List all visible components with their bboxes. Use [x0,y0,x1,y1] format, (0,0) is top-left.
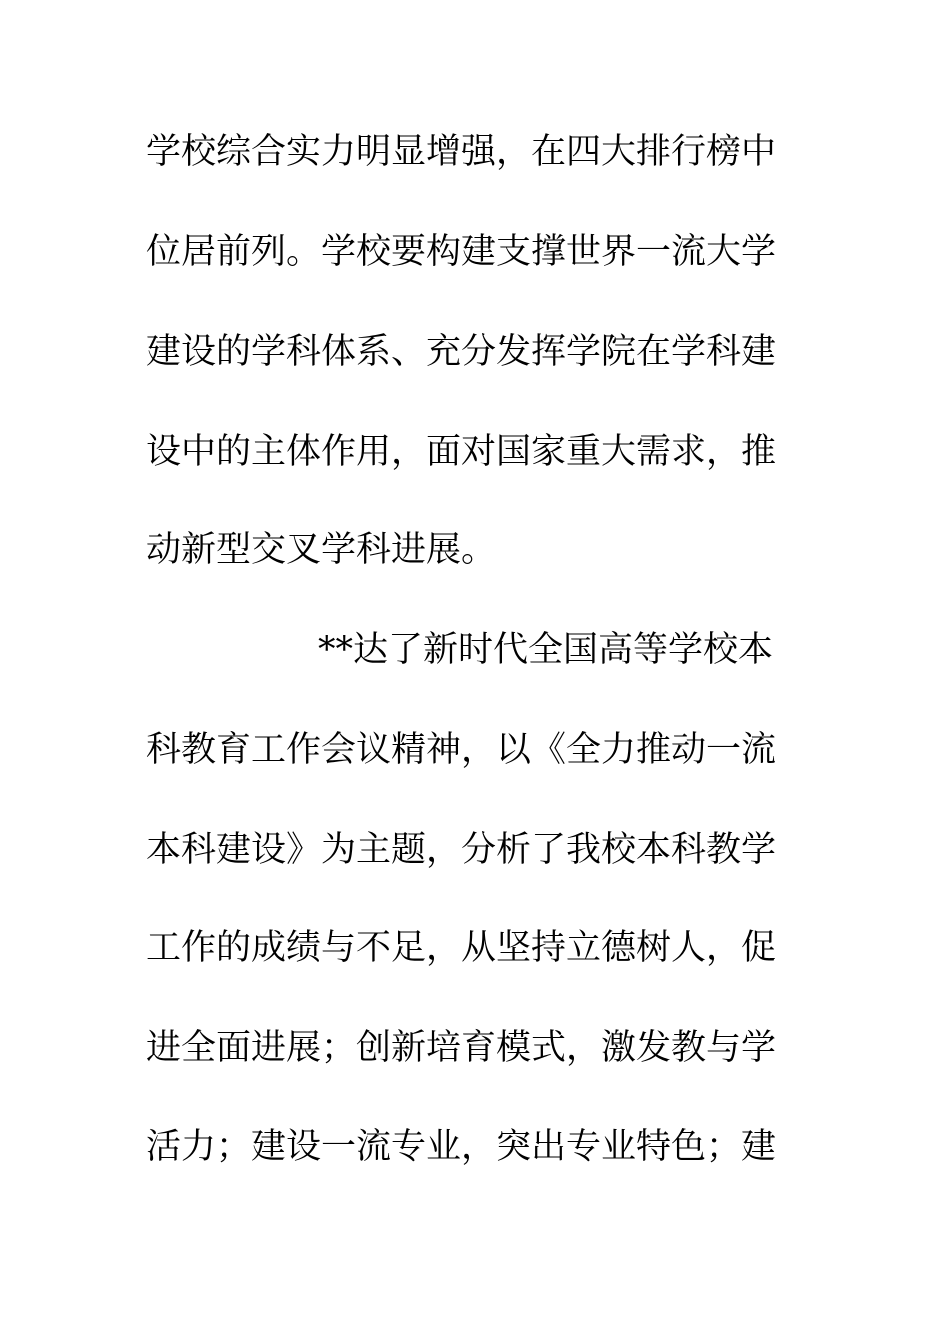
text-line: 设中的主体作用，面对国家重大需求，推 [146,432,777,472]
text-line: 进全面进展；创新培育模式，激发教与学 [146,1028,777,1068]
text-line: 学校综合实力明显增强，在四大排行榜中 [146,132,777,172]
text-line: 建设的学科体系、充分发挥学院在学科建 [146,332,777,372]
paragraph-start-line: **达了新时代全国高等学校本 [318,630,774,670]
text-line: 活力；建设一流专业，突出专业特色；建 [146,1127,777,1167]
text-line: 工作的成绩与不足，从坚持立德树人，促 [146,928,777,968]
text-line: 位居前列。学校要构建支撑世界一流大学 [146,232,777,272]
text-line: 本科建设》为主题，分析了我校本科教学 [146,830,777,870]
text-line: 科教育工作会议精神，以《全力推动一流 [146,730,777,770]
text-line: 动新型交叉学科进展。 [146,530,497,570]
